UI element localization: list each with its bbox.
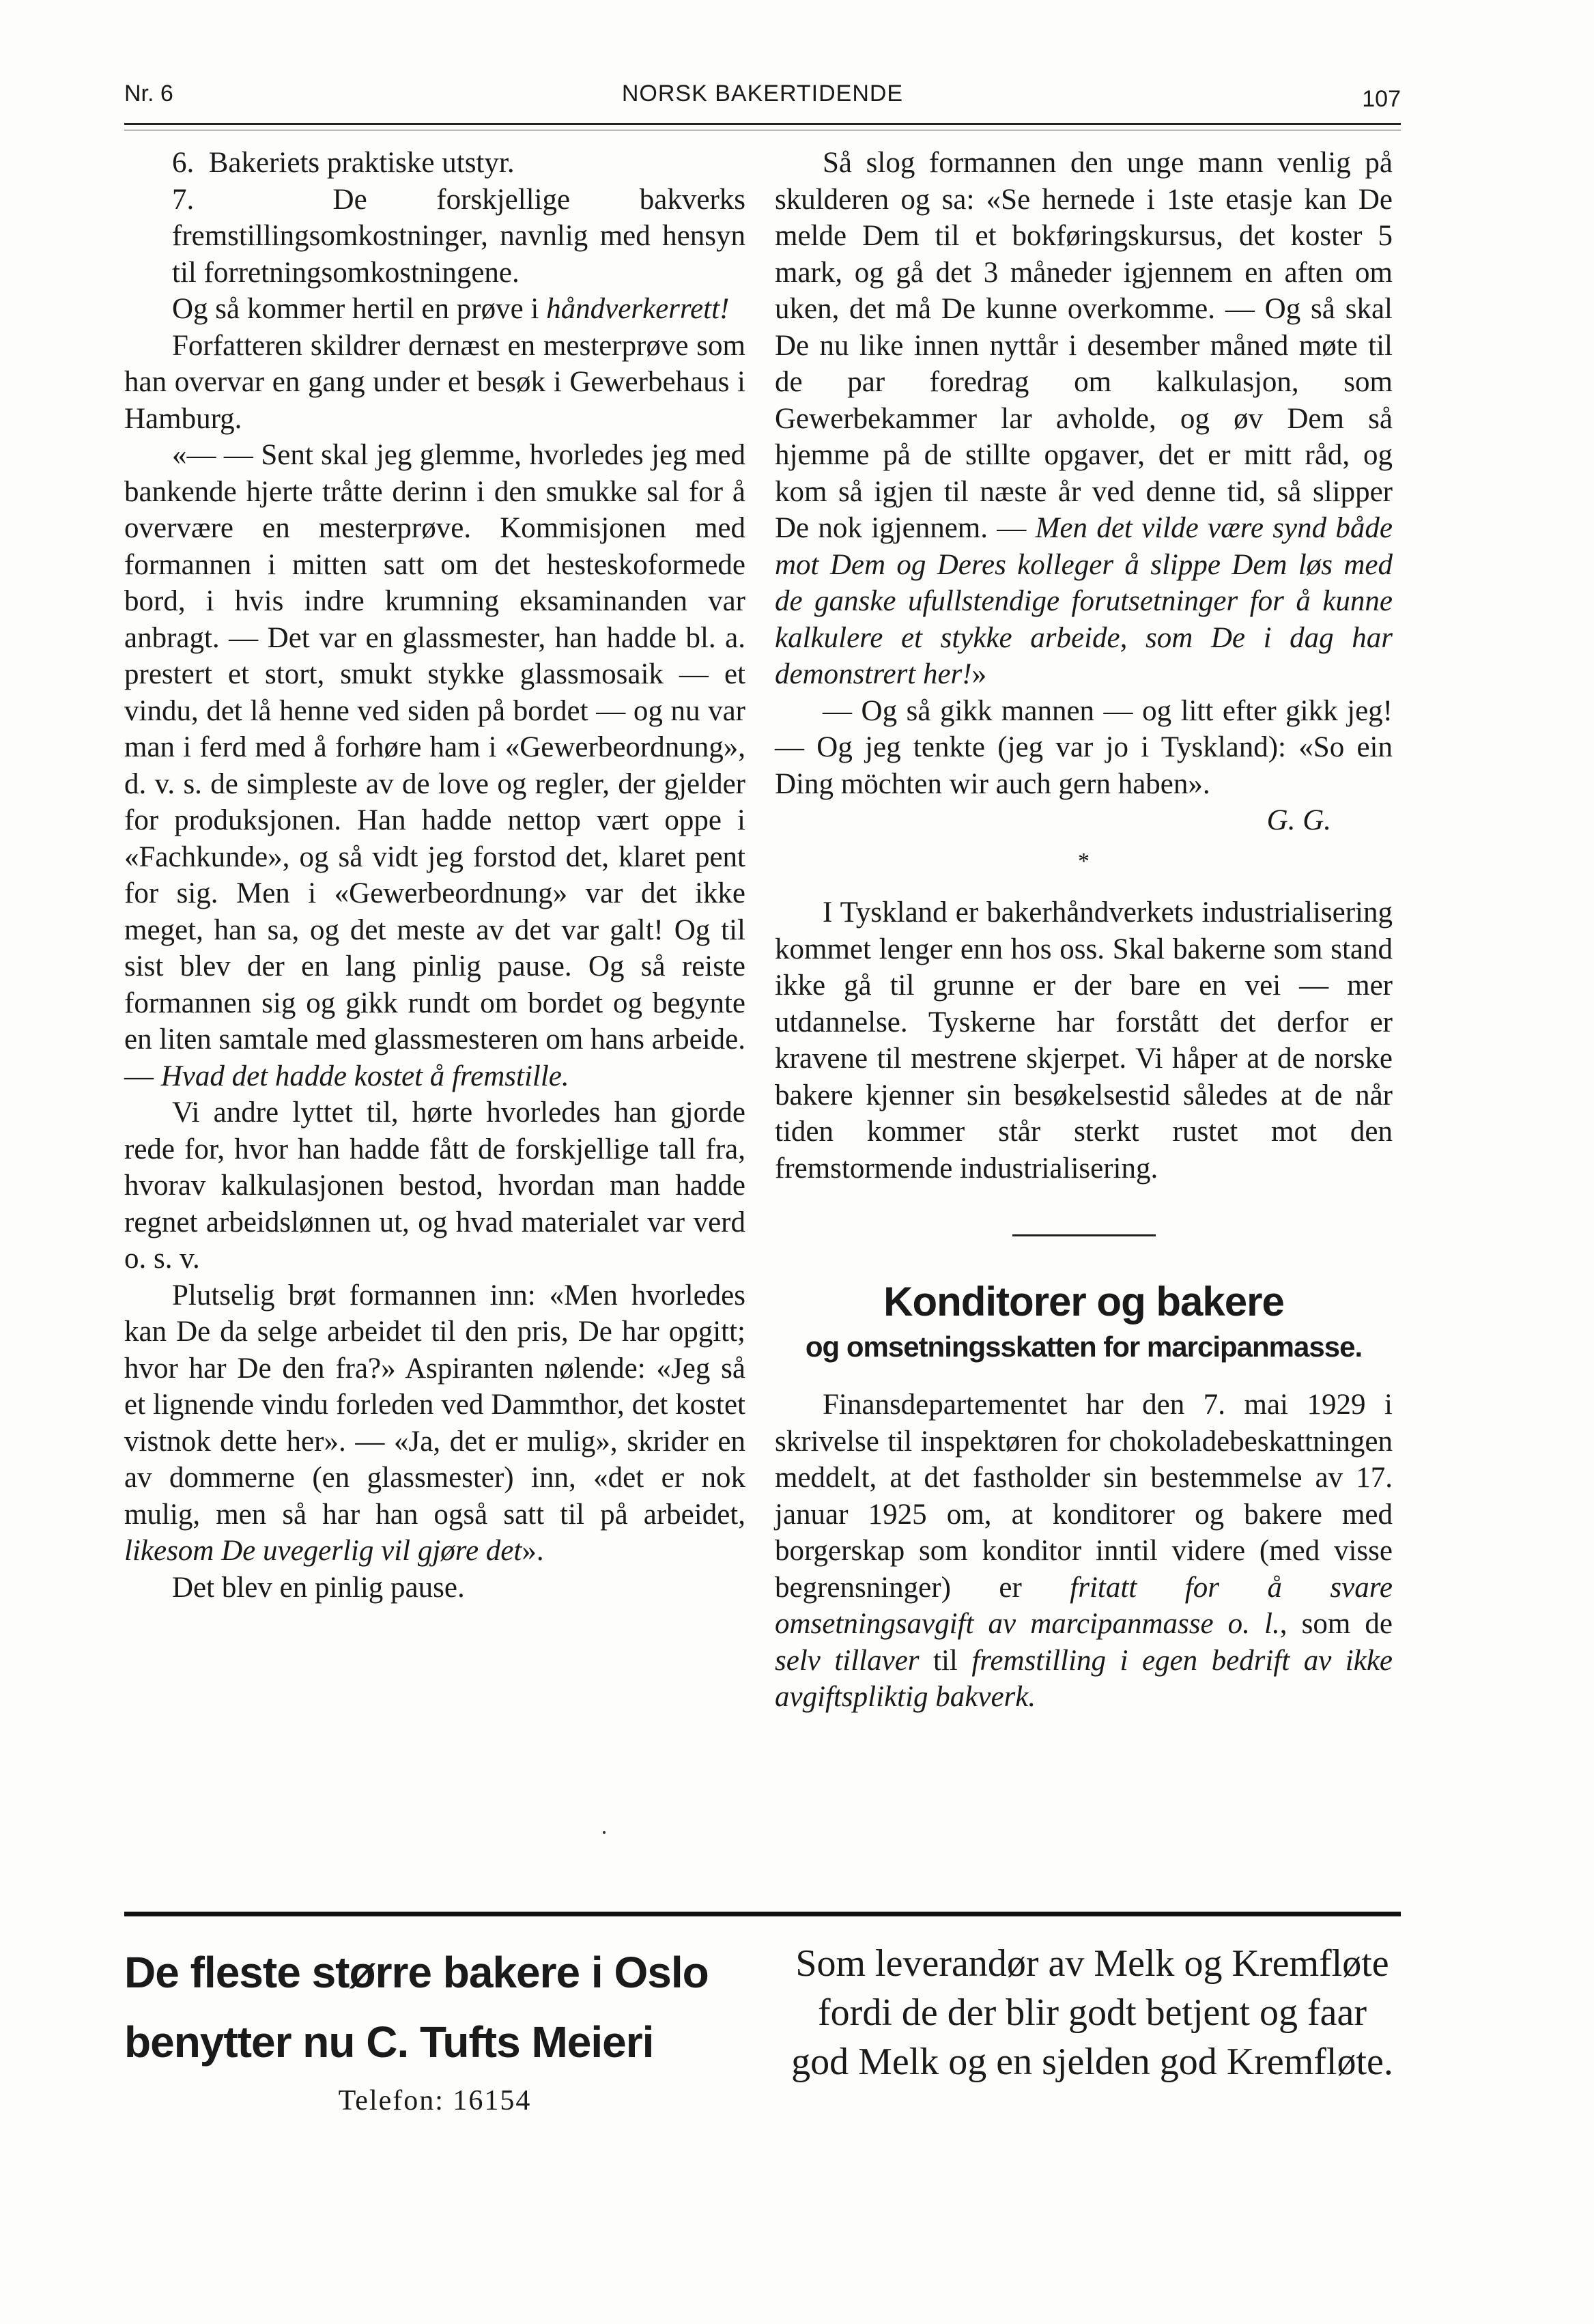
publication-title: NORSK BAKERTIDENDE (621, 81, 904, 107)
list-item: 6. Bakeriets praktiske utstyr. (172, 147, 515, 179)
paragraph: Finansdepartementet har den 7. mai 1929 i skrivelse til inspektøren for chokoladebeskattningen meddelt, at det fastholder sin bestemmelse av 17. januar 1925 om, at konditorer og bakere med borgerskap som konditor inntil videre (med visse begrensninger) er fritatt for å svare omsetningsavgift av marcipanmasse o. l., som de selv tillaver til fremstilling i egen bedrift av ikke avgiftspliktig bakverk. (775, 1389, 1393, 1713)
print-speck (603, 1831, 606, 1834)
right-column (775, 145, 1393, 1716)
article-heading: Konditorer og bakere (883, 1279, 1284, 1324)
issue-number: Nr. 6 (124, 81, 173, 107)
section-divider (1012, 1234, 1156, 1236)
ad-phone: Telefon: 16154 (338, 2085, 532, 2116)
signature: G. G. (1266, 804, 1331, 836)
left-column (124, 145, 745, 1606)
paragraph: I Tyskland er bakerhåndverkets industrialisering kommet lenger enn hos oss. Skal bakerne som stand ikke gå til grunne er der bare en vei — mer utdannelse. Tyskerne har forstått det derfor er kravene til mestrene skjerpet. Vi håper at de norske bakere kjenner sin besøkelsestid således at de når tiden kommer står sterkt rustet mot den fremstormende industrialisering. (775, 896, 1393, 1185)
advertisement-tufts-meieri (124, 1938, 745, 2125)
page-number: 107 (1362, 86, 1401, 112)
ad-separator-rule (124, 1912, 1401, 1916)
paragraph: Og så kommer hertil en prøve i håndverkerrett! (172, 293, 730, 325)
paragraph: Plutselig brøt formannen inn: «Men hvorledes kan De da selge arbeidet til den pris, De har opgitt; hvor har De den fra?» Aspiranten nølende: «Jeg så et lignende vindu forleden ved Dammthor, det kostet vistnok dette her». — «Ja, det er mulig», skrider en av dommerne (en glassmester) inn, «det er nok mulig, men så har han også satt til på arbeidet, likesom De uvegerlig vil gjøre det». (124, 1279, 745, 1567)
page-header (124, 81, 1401, 122)
paragraph: Så slog formannen den unge mann venlig på skulderen og sa: «Se hernede i 1ste etasje kan De melde Dem til et bokføringskursus, det koster 5 mark, og gå det 3 måneder igjennem en aften om uken, det må De kunne overkomme. — Og så skal De nu like innen nyttår i desember måned møte til de par foredrag om kalkulasjon, som Gewerbekammer lar avholde, og øv Dem så hjemme på de stillte opgaver, det er mitt råd, og kom så igjen til næste år ved denne tid, så slipper De nok igjennem. — Men det vilde være synd både mot Dem og Deres kolleger å slippe Dem løs med de ganske ufullstendige forutsetninger for å kunne kalkulere et stykke arbeide, som De i dag har demonstrert her!» (775, 147, 1393, 690)
paragraph: Vi andre lyttet til, hørte hvorledes han gjorde rede for, hvor han hadde fått de forskjellige tall fra, hvorav kalkulasjonen bestod, hvordan man hadde regnet arbeidslønnen ut, og hvad materialet var verd o. s. v. (124, 1096, 745, 1275)
section-separator-star: * (1078, 848, 1090, 874)
ad-headline-line1: De fleste større bakere i Oslo (124, 1948, 709, 1997)
header-rule (124, 123, 1401, 125)
advertisement-supplier: Som leverandør av Melk og Kremfløte fordi de der blir godt betjent og faar god Melk og en sjelden god Kremfløte. (791, 1942, 1393, 2083)
signature-line (775, 802, 1393, 839)
paragraph: Forfatteren skildrer dernæst en mesterprøve som han overvar en gang under et besøk i Gewerbehaus i Hamburg. (124, 329, 745, 435)
paragraph: «— — Sent skal jeg glemme, hvorledes jeg med bankende hjerte tråtte derinn i den smukke sal for å overvære en mesterprøve. Kommisjonen med formannen i mitten satt om det hesteskoformede bord, i hvis indre krumning eksaminanden var anbragt. — Det var en glassmester, han hadde bl. a. prestert et stort, smukt stykke glassmosaik — et vindu, det lå henne ved siden på bordet — og nu var man i ferd med å forhøre ham i «Gewerbeordnung», d. v. s. de simpleste av de love og regler, der gjelder for produksjonen. Han hadde nettop vært oppe i «Fachkunde», og så vidt jeg forstod det, klaret pent for sig. Men i «Gewerbeordnung» var det ikke meget, han sa, og det meste av det var galt! Og til sist blev der en lang pinlig pause. Og så reiste formannen sig og gikk rundt om bordet og begynte en liten samtale med glassmesteren om hans arbeide. — Hvad det hadde kostet å fremstille. (124, 439, 745, 1092)
paragraph: Det blev en pinlig pause. (172, 1571, 465, 1604)
ad-headline-line2: benytter nu C. Tufts Meieri (124, 2017, 654, 2067)
paragraph: — Og så gikk mannen — og litt efter gikk jeg! — Og jeg tenkte (jeg var jo i Tyskland): «So ein Ding möchten wir auch gern haben». (775, 694, 1393, 800)
list-item: 7. De forskjellige bakverks fremstillingsomkostninger, navnlig med hensyn til forretningsomkostningene. (172, 183, 745, 289)
article-subheading: og omsetningsskatten for marcipanmasse. (805, 1331, 1363, 1363)
